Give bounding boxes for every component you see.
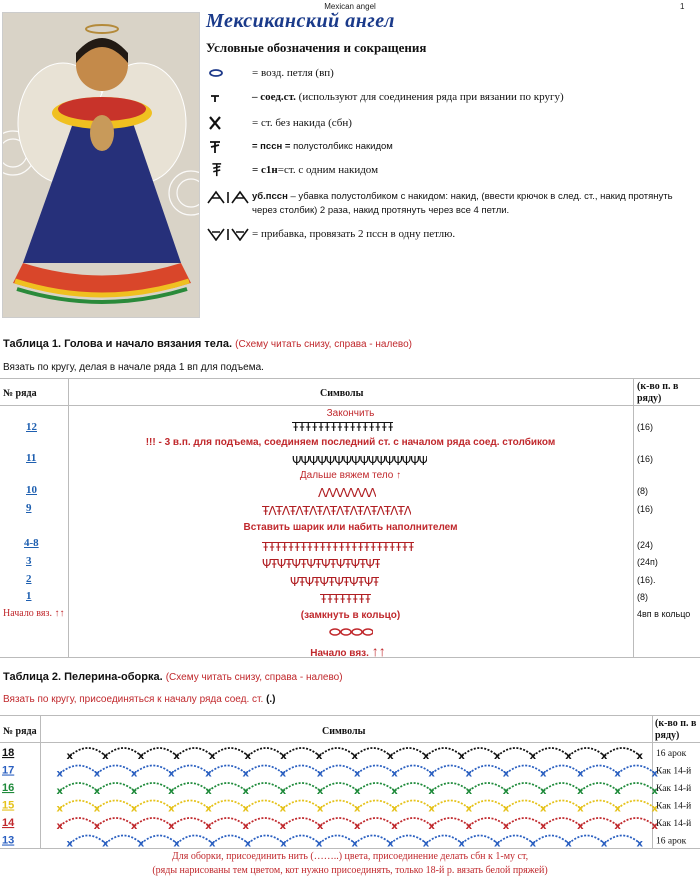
row-number: 9: [26, 502, 32, 514]
row-count: Как 14-й: [656, 784, 692, 794]
stitch-mark: x: [205, 768, 212, 780]
stitch-mark: x: [168, 786, 175, 797]
stitch-mark: x: [168, 821, 175, 832]
table1-instruction: Вязать по кругу, делая в начале ряда 1 вп для подъема.: [3, 362, 264, 373]
stitch-mark: x: [387, 751, 394, 762]
row-number: 3: [26, 555, 32, 567]
stitch-mark: x: [354, 803, 361, 815]
row-number: 2: [26, 573, 32, 585]
stitch-mark: x: [387, 838, 394, 848]
legend-item: = пссн = полустолбикс накидом: [206, 140, 393, 154]
stitch-mark: x: [279, 786, 287, 797]
table2-title: Таблица 2. Пелерина-оборка. (Схему читать снизу, справа - налево): [3, 671, 343, 683]
table1-title: Таблица 1. Голова и начало вязания тела. (Схему читать снизу, справа - налево): [3, 338, 412, 350]
stitch-mark: x: [428, 803, 435, 815]
row-symbols: ŦΛŦΛŦΛŦΛŦΛŦΛŦΛŦΛŦΛŦΛŦΛ: [262, 504, 411, 518]
legend-item: уб.пссн – убавка полустолбиком с накидом: накид, (ввести крючок в след. ст., накид протянуть через столбик) 2 раза, накид протянуть через все 4 петли.: [206, 190, 700, 218]
half-double-icon: [206, 140, 252, 154]
row-number: 17: [2, 764, 15, 777]
stitch-mark: x: [242, 768, 249, 780]
footnote-1: Для оборки, присоединить нить (……..) цвета, присоединение делать сбн к 1-му ст,: [171, 851, 529, 862]
stitch-mark: x: [242, 821, 249, 832]
row-number: 18: [2, 747, 15, 759]
stitch-mark: x: [56, 768, 63, 780]
stitch-mark: x: [93, 803, 101, 815]
body-note: Дальше вяжем тело ↑: [299, 470, 402, 481]
stitch-mark: x: [539, 768, 547, 780]
stitch-mark: x: [242, 786, 249, 797]
stitch-mark: x: [316, 786, 324, 797]
finish-note: Закончить: [326, 408, 375, 419]
legend-item: = прибавка, провязать 2 пссн в одну петлю.: [206, 227, 455, 241]
stitch-mark: x: [577, 768, 584, 780]
stitch-mark: x: [205, 821, 212, 832]
stitch-mark: x: [600, 751, 608, 762]
ring-note: (замкнуть в кольцо): [300, 610, 401, 621]
stitch-mark: x: [173, 838, 180, 848]
stitch-mark: x: [354, 786, 361, 797]
stitch-mark: x: [614, 803, 621, 815]
stitch-mark: x: [137, 838, 145, 848]
stitch-mark: x: [209, 751, 216, 762]
stitch-mark: x: [614, 786, 621, 797]
stitch-mark: x: [130, 786, 138, 797]
stitch-mark: x: [422, 751, 430, 762]
pelerine-chart: [0, 742, 700, 848]
stitch-mark: x: [130, 768, 138, 780]
stitch-mark: x: [93, 786, 101, 797]
stitch-mark: x: [539, 786, 547, 797]
stitch-mark: x: [102, 838, 109, 848]
stitch-mark: x: [205, 786, 212, 797]
row-symbols: ΨŦΨŦΨŦΨŦΨŦΨŦΨŦΨŦ: [262, 557, 381, 571]
row-count: (16): [637, 454, 654, 464]
table1-col-symbols: Символы: [320, 388, 364, 399]
decrease-icon: [206, 190, 252, 204]
row-number: 10: [26, 484, 37, 496]
stitch-mark: x: [280, 751, 287, 762]
stitch-mark: x: [600, 838, 608, 848]
stitch-mark: x: [316, 803, 324, 815]
chain-ring-icon: [329, 627, 373, 637]
stitch-mark: x: [279, 803, 287, 815]
legend-item: = возд. петля (вп): [206, 66, 334, 80]
table2-col-count: (к-во п. в ряду): [655, 718, 697, 741]
stitch-mark: x: [465, 803, 473, 815]
stitch-mark: x: [205, 803, 212, 815]
stitch-mark: x: [93, 768, 101, 780]
row-count: (24): [637, 540, 654, 550]
start-left-label: Начало вяз. ↑↑: [3, 608, 65, 619]
stitch-mark: x: [422, 838, 430, 848]
stitch-mark: x: [465, 786, 473, 797]
stitch-mark: x: [351, 838, 358, 848]
stitch-mark: x: [636, 751, 643, 762]
row-count: (16).: [637, 575, 656, 585]
pattern-title: Мексиканский ангел: [206, 10, 395, 32]
stitch-mark: x: [56, 821, 63, 832]
stitch-mark: x: [458, 838, 465, 848]
row-count: Как 14-й: [656, 819, 692, 829]
table2-col-symbols: Символы: [322, 726, 366, 737]
chain-loop-icon: [206, 66, 252, 80]
stitch-mark: x: [315, 838, 323, 848]
stitch-mark: x: [279, 821, 287, 832]
stitch-mark: x: [651, 803, 658, 815]
row-count: 16 арок: [656, 749, 687, 759]
stitch-mark: x: [244, 751, 252, 762]
stitch-mark: x: [209, 838, 216, 848]
row-count: (16): [637, 504, 654, 514]
stitch-mark: x: [651, 821, 658, 832]
stitch-mark: x: [577, 786, 584, 797]
stitch-mark: x: [279, 768, 287, 780]
row-count: (8): [637, 486, 648, 496]
row-count: 16 арок: [656, 836, 687, 847]
stitch-mark: x: [130, 821, 138, 832]
stitch-mark: x: [458, 751, 465, 762]
row-count: (24п): [637, 557, 658, 567]
row-number: 1: [26, 590, 32, 602]
row-count: Как 14-й: [656, 766, 692, 777]
stitch-mark: x: [244, 838, 252, 848]
stitch-mark: x: [102, 751, 109, 762]
stitch-mark: x: [529, 751, 537, 762]
legend-item: – соед.ст. (используют для соединения ряда при вязании по кругу): [206, 90, 564, 104]
stitch-mark: x: [391, 786, 398, 797]
stitch-mark: x: [651, 786, 658, 797]
page-number: 1: [680, 2, 685, 11]
legend-heading: Условные обозначения и сокращения: [206, 40, 427, 55]
stitch-mark: x: [173, 751, 180, 762]
stitch-mark: x: [168, 768, 175, 780]
stitch-mark: x: [391, 821, 398, 832]
stitch-mark: x: [502, 821, 510, 832]
stitch-mark: x: [494, 838, 501, 848]
angel-photo: [2, 12, 200, 318]
stitch-mark: x: [539, 821, 547, 832]
row12-note: !!! - 3 в.п. для подъема, соединяем последний ст. с началом ряда соед. столбиком: [145, 437, 556, 448]
single-crochet-icon: [206, 116, 252, 130]
stitch-mark: x: [465, 821, 473, 832]
stitch-mark: x: [137, 751, 145, 762]
row-symbols: ΛΛΛΛΛΛΛΛ: [318, 486, 376, 500]
stitch-mark: x: [66, 751, 73, 762]
stitch-mark: x: [577, 821, 584, 832]
stitch-mark: x: [428, 786, 435, 797]
ball-note: Вставить шарик или набить наполнителем: [243, 522, 458, 533]
stitch-mark: x: [636, 838, 643, 848]
row-symbols: ΨŦΨŦΨŦΨŦΨŦΨŦ: [290, 575, 379, 589]
footnote-2: (ряды нарисованы тем цветом, кот нужно присоединять, только 18-й р. вязать белой пряжей): [152, 865, 548, 876]
stitch-mark: x: [428, 768, 435, 780]
row-number: 4-8: [24, 537, 39, 549]
row-symbols: ŦŦŦŦŦŦŦŦŦŦŦŦŦŦŦŦŦŦŦŦŦŦŦŦ: [262, 540, 414, 554]
table1-col-count: (к-во п. в ряду): [637, 381, 679, 404]
stitch-mark: x: [391, 803, 398, 815]
stitch-mark: x: [391, 768, 398, 780]
legend-item: = с1н=ст. с одним накидом: [206, 163, 378, 177]
stitch-mark: x: [280, 838, 287, 848]
stitch-mark: x: [577, 803, 584, 815]
stitch-mark: x: [614, 821, 621, 832]
stitch-mark: x: [316, 768, 324, 780]
row-symbols: ΨΨΨΨΨΨΨΨΨΨΨΨΨΨΨΨ: [292, 454, 428, 468]
stitch-mark: x: [614, 768, 621, 780]
stitch-mark: x: [539, 803, 547, 815]
row-count: (16): [637, 422, 654, 432]
stitch-mark: x: [168, 803, 175, 815]
row-number: 14: [2, 817, 15, 829]
stitch-mark: x: [316, 821, 324, 832]
stitch-mark: x: [494, 751, 501, 762]
stitch-mark: x: [66, 838, 73, 848]
stitch-mark: x: [502, 768, 510, 780]
stitch-mark: x: [502, 786, 510, 797]
stitch-mark: x: [428, 821, 435, 832]
stitch-mark: x: [93, 821, 101, 832]
stitch-mark: x: [354, 821, 361, 832]
row-count: (8): [637, 592, 648, 602]
stitch-mark: x: [651, 768, 658, 780]
stitch-mark: x: [351, 751, 358, 762]
start-note: Начало вяз. ↑↑: [310, 643, 386, 659]
doc-title: Mexican angel: [324, 2, 376, 11]
table2-instruction: Вязать по кругу, присоединяться к началу ряда соед. ст. (.): [3, 694, 276, 705]
increase-icon: [206, 227, 252, 241]
stitch-mark: x: [502, 803, 510, 815]
row-symbols: ŦŦŦŦŦŦŦŦŦŦŦŦŦŦŦŦ: [292, 420, 394, 434]
double-crochet-icon: [206, 163, 252, 177]
row-number: 13: [2, 834, 15, 847]
row-number: 11: [26, 452, 37, 464]
stitch-mark: x: [315, 751, 323, 762]
stitch-mark: x: [529, 838, 537, 848]
stitch-mark: x: [130, 803, 138, 815]
row-count: Как 14-й: [656, 801, 692, 812]
stitch-mark: x: [565, 838, 572, 848]
slip-stitch-icon: [206, 90, 252, 104]
legend-item: = ст. без накида (сбн): [206, 116, 352, 130]
stitch-mark: x: [56, 803, 63, 815]
table2-col-row: № ряда: [3, 726, 37, 737]
row-symbols: ŦŦŦŦŦŦŦŦ: [320, 592, 371, 606]
stitch-mark: x: [56, 786, 63, 797]
stitch-mark: x: [354, 768, 361, 780]
table1-col-row: № ряда: [3, 388, 37, 399]
stitch-mark: x: [242, 803, 249, 815]
row-number: 15: [2, 799, 15, 812]
row-number: 12: [26, 421, 37, 433]
start-count: 4вп в кольцо: [637, 609, 691, 619]
stitch-mark: x: [565, 751, 572, 762]
row-number: 16: [2, 782, 15, 794]
stitch-mark: x: [465, 768, 473, 780]
